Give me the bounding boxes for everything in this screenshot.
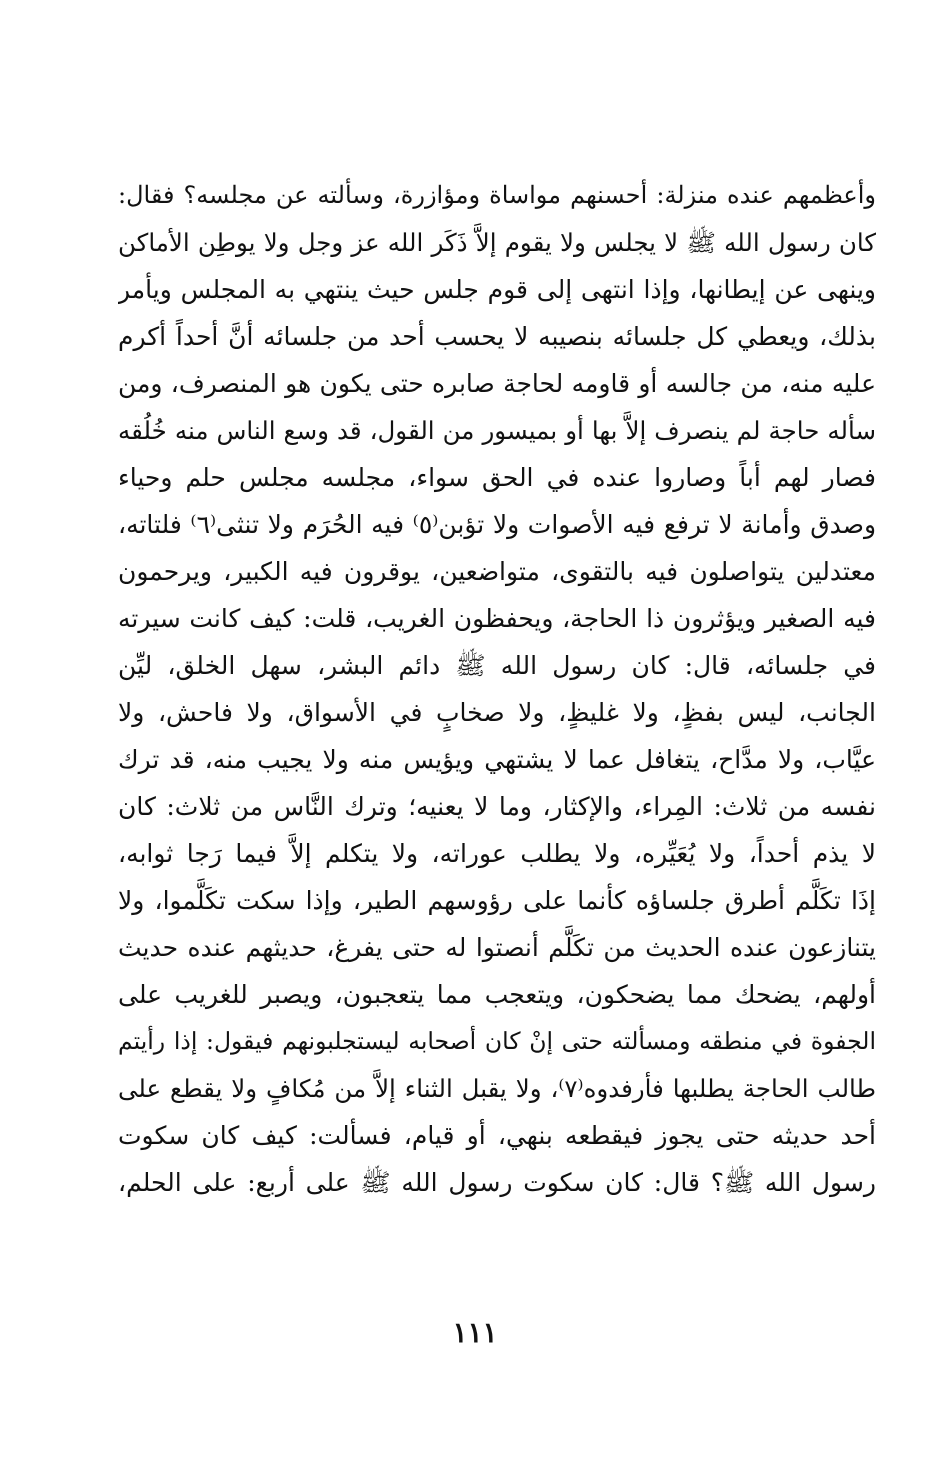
text-line: في جلسائه، قال: كان رسول الله ﷺ دائم البشر، سهل الخلق، ليِّن [118, 651, 876, 680]
page-number: ١١١ [452, 1316, 498, 1349]
text-line: وينهى عن إيطانها، وإذا انتهى إلى قوم جلس حيث ينتهي به المجلس ويأمر [118, 275, 876, 304]
text-line: أولهم، يضحك مما يضحكون، ويتعجب مما يتعجبون، ويصبر للغريب على [118, 980, 876, 1009]
text-line: يتنازعون عنده الحديث من تكَلَّم أنصتوا له حتى يفرغ، حديثهم عنده حديث [118, 933, 876, 962]
text-line: نفسه من ثلاث: المِراء، والإكثار، وما لا يعنيه؛ وترك النَّاس من ثلاث: كان [118, 792, 876, 821]
body-text [118, 172, 876, 1206]
text-line: سأله حاجة لم ينصرف إلاَّ بها أو بميسور من القول، قد وسع الناس منه خُلُقه [118, 416, 876, 445]
text-line: رسول الله ﷺ؟ قال: كان سكوت رسول الله ﷺ على أربع: على الحلم، [118, 1168, 876, 1197]
text-line: وأعظمهم عنده منزلة: أحسنهم مواساة ومؤازرة، وسألته عن مجلسه؟ فقال: [118, 181, 876, 209]
text-line: وصدق وأمانة لا ترفع فيه الأصوات ولا تؤبن⁽٥⁾ فيه الحُرَم ولا تنثى⁽٦⁾ فلتاته، [118, 510, 876, 539]
text-line: الجانب، ليس بفظٍ، ولا غليظٍ، ولا صخابٍ في الأسواق، ولا فاحش، ولا [118, 698, 876, 727]
text-line: لا يذم أحداً، ولا يُعَيِّره، ولا يطلب عوراته، ولا يتكلم إلاَّ فيما رَجا ثوابه، [118, 839, 876, 868]
text-line: بذلك، ويعطي كل جلسائه بنصيبه لا يحسب أحد من جلسائه أنَّ أحداً أكرم [118, 322, 876, 351]
text-line: أحد حديثه حتى يجوز فيقطعه بنهي، أو قيام، فسألت: كيف كان سكوت [118, 1121, 876, 1150]
text-line: عيَّاب، ولا مدَّاح، يتغافل عما لا يشتهي ويؤيس منه ولا يجيب منه، قد ترك [118, 745, 876, 774]
text-line: عليه منه، من جالسه أو قاومه لحاجة صابره حتى يكون هو المنصرف، ومن [118, 369, 876, 398]
text-line: طالب الحاجة يطلبها فأرفدوه⁽٧⁾، ولا يقبل الثناء إلاَّ من مُكافٍ ولا يقطع على [118, 1074, 876, 1103]
text-line: فصار لهم أباً وصاروا عنده في الحق سواء، مجلسه مجلس حلم وحياء [118, 463, 876, 492]
text-line: كان رسول الله ﷺ لا يجلس ولا يقوم إلاَّ ذَكَر الله عز وجل ولا يوطِن الأماكن [118, 228, 876, 257]
text-line: معتدلين يتواصلون فيه بالتقوى، متواضعين، يوقرون فيه الكبير، ويرحمون [118, 557, 876, 586]
text-line: الجفوة في منطقه ومسألته حتى إنْ كان أصحابه ليستجلبونهم فيقول: إذا رأيتم [118, 1027, 876, 1055]
text-line: فيه الصغير ويؤثرون ذا الحاجة، ويحفظون الغريب، قلت: كيف كانت سيرته [118, 604, 876, 633]
text-line: إذَا تكَلَّم أطرق جلساؤه كأنما على رؤوسهم الطير، وإذا سكت تكَلَّموا، ولا [118, 886, 876, 915]
